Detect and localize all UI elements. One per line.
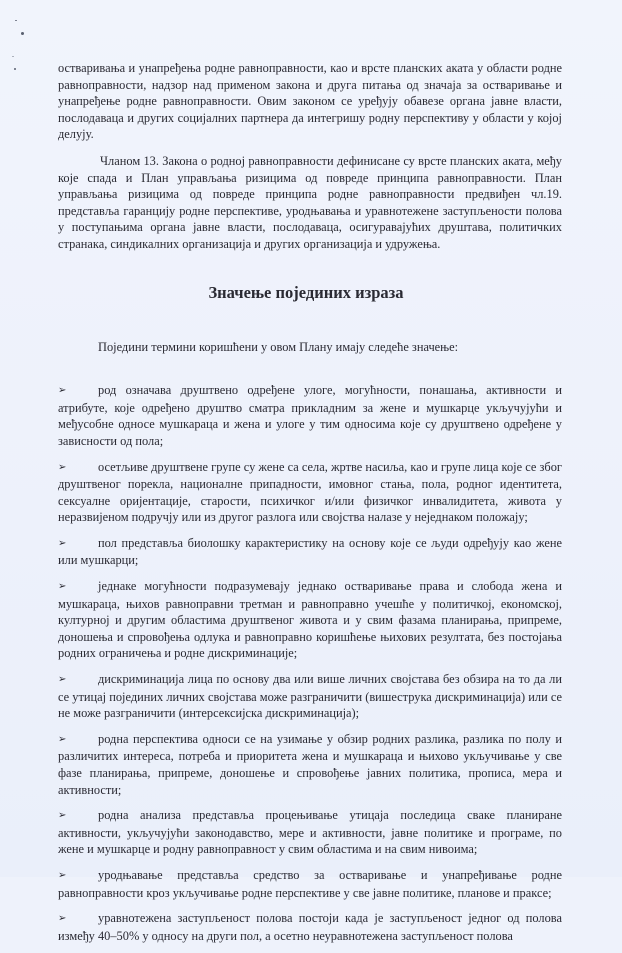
scan-speck [21,32,24,35]
definition-text: родна перспектива односи се на узимање у обзир родних разлика, разлика по полу и различитих интереса, потреба и приоритета жена и мушкараца и њихово укључивање у све фазе планирања, припреме, доношење и спровођење јавних политика, прописа, мера и активности; [58,731,562,797]
definition-item-gender-analysis [58,807,562,858]
definition-text: дискриминација лица по основу два или више личних својстава без обзира на то да ли се утицај појединих личних својстава може разграничити (вишеструка дискриминација) или се не може разграничити (интерсексијска дискриминација); [58,672,562,721]
definition-item-gender [58,382,562,449]
arrow-bullet-icon: ➢ [58,733,67,745]
section-heading: Значење појединих израза [208,282,404,302]
arrow-bullet-icon: ➢ [58,869,67,881]
scan-speck [15,20,17,21]
definition-text: уравнотежена заступљеност полова постоји када је заступљеност једног од полова између 40–50% у односу на други пол, а осетно неуравнотежена заступљеност полова [58,911,562,943]
arrow-bullet-icon: ➢ [58,913,67,925]
arrow-bullet-icon: ➢ [58,537,67,549]
definition-item-multiple-discrimination [58,671,562,722]
definition-text: уродњавање представља средство за остваривање и унапређивање родне равноправности кроз укључивање родне перспективе у све јавне политике, планове и праксе; [58,867,562,900]
definition-text: род означава друштвено одређене улоге, могућности, понашања, активности и атрибуте, које одређено друштво сматра прикладним за жене и мушкарце укључујући и међусобне односе мушкараца и жена и улоге у тим односима које су друштвено одређене у зависности од пола; [58,383,562,448]
definition-item-gender-perspective [58,731,562,798]
definition-item-vulnerable-groups [58,459,562,526]
scan-speck [12,56,14,57]
arrow-bullet-icon: ➢ [58,385,67,397]
definitions-list [58,382,562,944]
definition-item-balanced-representation [58,910,562,944]
document-body [58,60,562,953]
definition-item-sex [58,535,562,569]
arrow-bullet-icon: ➢ [58,581,67,593]
definition-item-equal-opportunities [58,578,562,662]
definition-text: једнаке могућности подразумевају једнако остваривање права и слобода жена и мушкараца, њихов равноправни третман и равноправно учешће у политичкој, економској, културној и другим областима друштвеног живота и у свим фазама планирања, припреме, доношења и спровођења одлука и равноправно коришћење њихових резултата, без постојања родних ограничења и родне дискриминације; [58,579,562,661]
paragraph-article-13: Чланом 13. Закона о родној равноправности дефинисане су врсте планских аката, међу које спада и План управљања ризицима од повреде принципа равноправности. План управљања ризицима од повреде принципа родне равноправности предвиђен чл.19. представља гаранцију родне перспективе, уродњавања и уравнотежене заступљености полова у поступањима органа јавне власти, послодаваца, осигуравајућих друштава, политичких странака, синдикалних организација и других организација и удружења. [58,153,562,251]
definition-text: родна анализа представља процењивање утицаја последица сваке планиране активности, укључујући законодавство, мере и активности, јавне политике и програме, по жене и мушкарце и родну равноправност у свим областима и на свим нивоима; [58,808,562,857]
definition-item-gender-mainstreaming [58,867,562,901]
definition-text: осетљиве друштвене групе су жене са села, жртве насиља, као и групе лица које се због друштвеног порекла, националне припадности, имовног стања, пола, родног идентитета, сексуалне оријентације, старости, психичког и/или физичког инвалидитета, живота у неразвијеном подручју или из другог разлога или својства налазе у неједнаком положају; [58,459,562,525]
definitions-intro: Поједини термини коришћени у овом Плану имају следеће значење: [98,339,459,354]
definition-text: пол представља биолошку карактеристику на основу које се људи одређују као жене или мушкарци; [58,535,562,568]
scan-speck [14,68,16,70]
arrow-bullet-icon: ➢ [58,461,67,473]
paragraph-law-scope: остваривања и унапређења родне равноправности, као и врсте планских аката у области родне равноправности, надзор над применом закона и друга питања од значаја за остваривање и унапређење родне равноправности. Овим законом се уређују обавезе органа јавне власти, послодаваца и других социјалних партнера да интегришу родну перспективу у области у којој делују. [58,61,562,142]
arrow-bullet-icon: ➢ [58,810,67,822]
arrow-bullet-icon: ➢ [58,674,67,686]
